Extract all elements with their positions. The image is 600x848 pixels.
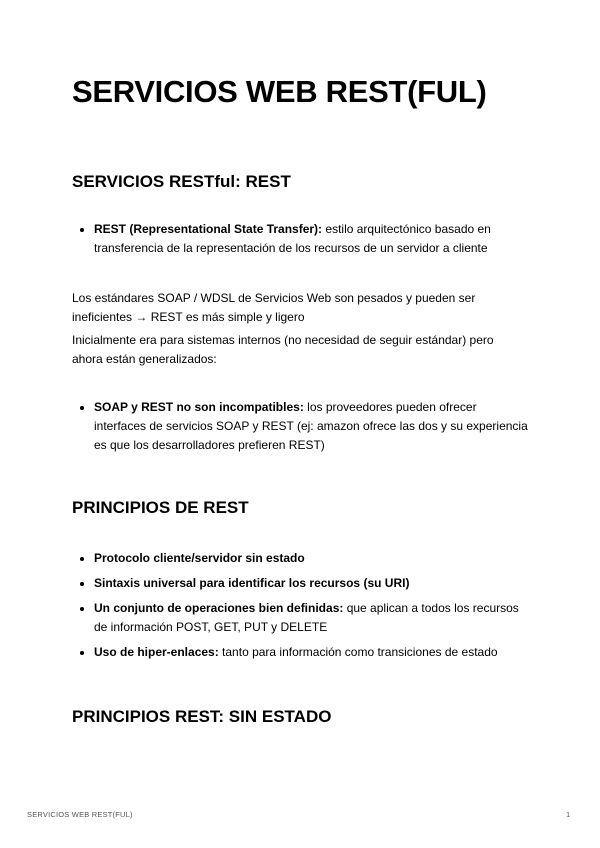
paragraph-soap-wdsl: Los estándares SOAP / WDSL de Servicios Web son pesados y pueden ser ineficientes → REST es más simple y ligero	[72, 291, 476, 324]
list-item	[72, 220, 528, 258]
list-item	[72, 549, 528, 568]
list-item	[72, 599, 528, 637]
soap-rest-list	[72, 398, 528, 455]
list-item-term: SOAP y REST no son incompatibles:	[94, 400, 304, 414]
list-item-term: Sintaxis universal para identificar los recursos (su URI)	[94, 576, 410, 590]
rest-definition-list	[72, 220, 528, 258]
list-item-text: tanto para información como transiciones de estado	[218, 645, 498, 659]
bullet-icon	[80, 406, 84, 410]
bullet-icon	[80, 651, 84, 655]
section-heading-principios: PRINCIPIOS DE REST	[72, 498, 249, 517]
footer-title: SERVICIOS WEB REST(FUL)	[27, 810, 133, 819]
bullet-icon	[80, 582, 84, 586]
section-heading-sin-estado: PRINCIPIOS REST: SIN ESTADO	[72, 707, 332, 726]
bullet-icon	[80, 228, 84, 232]
page-number: 1	[566, 810, 571, 819]
page-title: SERVICIOS WEB REST(FUL)	[72, 74, 487, 109]
bullet-icon	[80, 607, 84, 611]
section-heading-restful: SERVICIOS RESTful: REST	[72, 172, 291, 191]
list-item-text: que aplican a todos los recursos de información POST, GET, PUT y DELETE	[94, 601, 519, 634]
list-item-term: Un conjunto de operaciones bien definidas:	[94, 601, 344, 615]
list-item-term: Protocolo cliente/servidor sin estado	[94, 551, 305, 565]
list-item	[72, 643, 528, 662]
list-item-text: estilo arquitectónico basado en transferencia de la representación de los recursos de un servidor a cliente	[94, 222, 491, 255]
list-item	[72, 574, 528, 593]
list-item-text: los proveedores pueden ofrecer interfaces de servicios SOAP y REST (ej: amazon ofrece las dos y su experiencia es que los desarrolladores prefieren REST)	[94, 400, 528, 452]
principles-list	[72, 549, 528, 662]
list-item-term: Uso de hiper-enlaces:	[94, 645, 219, 659]
paragraph-inicialmente: Inicialmente era para sistemas internos (no necesidad de seguir estándar) pero ahora están generalizados:	[72, 333, 494, 366]
bullet-icon	[80, 557, 84, 561]
list-item-term: REST (Representational State Transfer):	[94, 222, 323, 236]
list-item	[72, 398, 528, 455]
